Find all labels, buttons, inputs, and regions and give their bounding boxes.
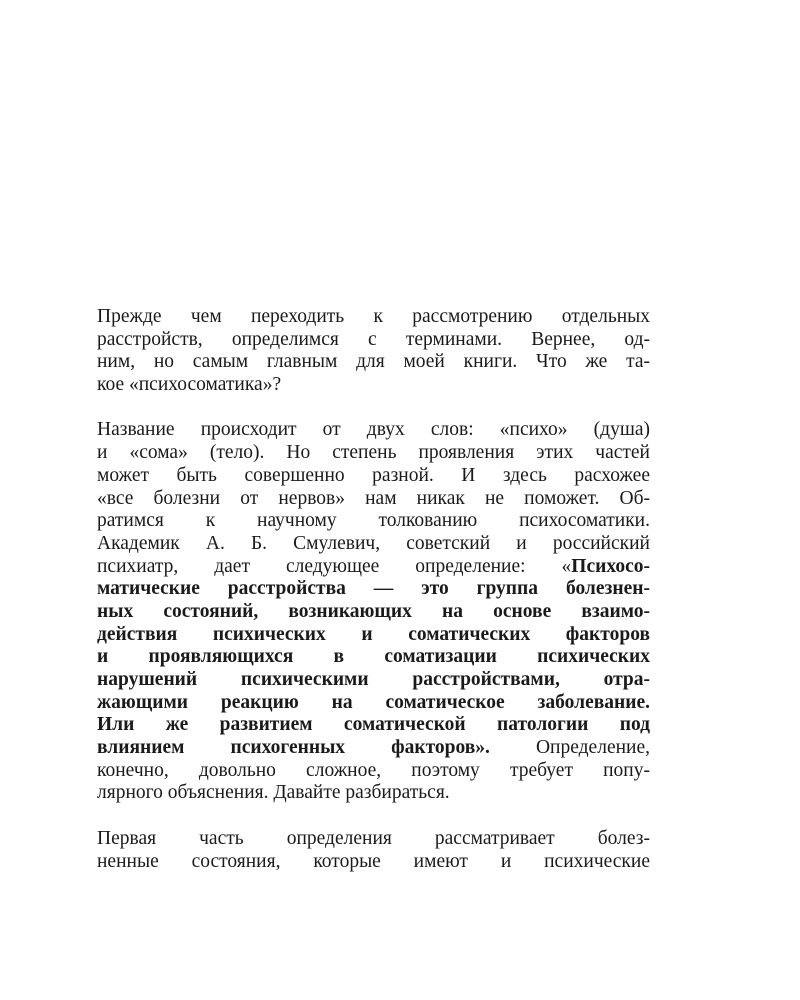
text-run: ним, но самым главным для моей книги. Что же та- (97, 351, 650, 373)
text-line (97, 714, 650, 737)
text-line (97, 601, 650, 624)
text-run: конечно, довольно сложное, поэтому требует попу- (97, 759, 650, 781)
paragraph-gap (97, 805, 650, 828)
text-line (97, 329, 650, 352)
text-line (97, 306, 650, 329)
body-text (97, 306, 650, 873)
text-line (97, 646, 650, 669)
text-line (97, 669, 650, 692)
bold-text: ных состояний, возникающих на основе взаимо- (97, 600, 650, 622)
text-run: Название происходит от двух слов: «психо» (душа) (97, 419, 650, 441)
bold-text: действия психических и соматических факторов (97, 623, 650, 645)
text-line (97, 692, 650, 715)
text-run: лярного объяснения. Давайте разбираться. (97, 782, 450, 804)
text-line (97, 488, 650, 511)
paragraph (97, 828, 650, 873)
text-line (97, 374, 650, 397)
text-line (97, 419, 650, 442)
paragraph (97, 306, 650, 397)
text-line (97, 737, 650, 760)
text-line (97, 510, 650, 533)
bold-text: Или же развитием соматической патологии под (97, 714, 650, 736)
text-run: и «сома» (тело). Но степень проявления этих частей (97, 442, 650, 464)
text-line (97, 851, 650, 874)
text-line (97, 556, 650, 579)
text-line (97, 465, 650, 488)
bold-text: влиянием психогенных факторов». (97, 737, 490, 759)
text-line (97, 578, 650, 601)
text-line (97, 442, 650, 465)
bold-text: нарушений психическими расстройствами, отра- (97, 669, 650, 690)
text-run: кое «психосоматика»? (97, 374, 282, 396)
text-line (97, 760, 650, 783)
text-run: расстройств, определимся с терминами. Вернее, од- (97, 328, 650, 350)
text-line (97, 782, 650, 805)
text-run: «все болезни от нервов» нам никак не поможет. Об- (97, 487, 650, 509)
text-line (97, 533, 650, 556)
text-run: ненные состояния, которые имеют и психические (97, 850, 650, 872)
text-run: Определение, (489, 737, 651, 759)
text-run: Академик А. Б. Смулевич, советский и российский (97, 532, 650, 554)
text-run: может быть совершенно разной. И здесь расхожее (97, 464, 650, 486)
text-line (97, 351, 650, 374)
bold-text: Психосо- (571, 555, 650, 577)
bold-text: и проявляющихся в соматизации психических (97, 646, 650, 668)
bold-text: жающими реакцию на соматическое заболевание. (97, 691, 650, 713)
text-run: ратимся к научному толкованию психосоматики. (97, 510, 650, 532)
bold-text: матические расстройства — это группа болезнен- (97, 578, 650, 600)
text-run: Прежде чем переходить к рассмотрению отдельных (97, 306, 650, 327)
text-run: Первая часть определения рассматривает болез- (97, 827, 650, 849)
paragraph (97, 419, 650, 805)
paragraph-gap (97, 397, 650, 420)
text-line (97, 828, 650, 851)
text-run: психиатр, дает следующее определение: « (97, 555, 572, 577)
text-line (97, 624, 650, 647)
